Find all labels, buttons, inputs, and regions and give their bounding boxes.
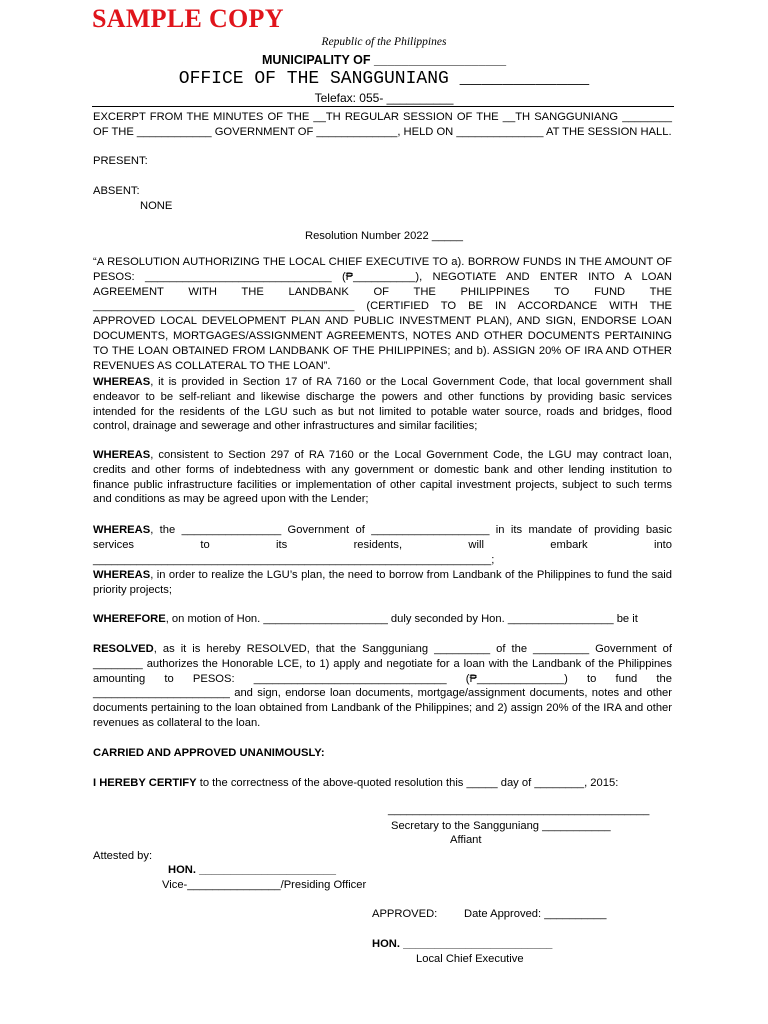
whereas-4-text: , in order to realize the LGU’s plan, the need to borrow from Landbank of the Philippines to fund the said priority projects; <box>93 569 672 596</box>
wherefore <box>93 612 672 627</box>
excerpt-paragraph: EXCERPT FROM THE MINUTES OF THE __TH REGULAR SESSION OF THE __TH SANGGUNIANG ________ OF THE ____________ GOVERNMENT OF _____________, HELD ON ______________ AT THE SESSION HALL. <box>93 111 672 138</box>
date-approved: Date Approved: __________ <box>464 908 607 920</box>
carried-approved <box>93 746 672 761</box>
absent-value: NONE <box>140 200 173 212</box>
wherefore-text: , on motion of Hon. ____________________ duly seconded by Hon. _________________ be it <box>165 613 638 625</box>
whereas-2-text: , consistent to Section 297 of RA 7160 or the Local Government Code, the LGU may contract loan, credits and other forms of indebtedness with any government or domestic bank and other lending institution to finance public infrastructure facilities or implementation of other capital investment projects, subject to such terms and conditions as may be agreed upon with the Lender; <box>93 449 672 506</box>
vice-presiding: Vice-_______________/Presiding Officer <box>162 879 367 891</box>
sample-copy-watermark: SAMPLE COPY <box>92 4 284 33</box>
office-heading: OFFICE OF THE SANGGUNIANG ____________ <box>178 69 590 89</box>
whereas-3-text: , the ________________ Government of ___________________ in its mandate of providing basic services to its residents, will embark into ________________________________________________________________; <box>93 524 672 566</box>
whereas-1-text: , it is provided in Section 17 of RA 7160 or the Local Government Code, that local government shall endeavor to be self-reliant and likewise discharge the powers and other functions by providing basic services intended for the residents of the LGU such as but not limited to potable water source, roads and bridges, flood control, drainage and sewerage and other infrastructures and similar facilities; <box>93 376 672 433</box>
resolved-text: , as it is hereby RESOLVED, that the Sangguniang _________ of the _________ Government of ________ authorizes the Honorable LCE, to 1) apply and negotiate for a loan with the Landbank of the Philippines amounting to PESOS: _______________________________ (₱______________) to fund the ______________________ and sign, endorse loan documents, mortgage/assignment documents, notes and other documents pertaining to the loan obtained from Landbank of the Philippines; and 2) assign 20% of the IRA and other revenues as collateral to the loan. <box>93 643 672 729</box>
whereas-2 <box>93 448 672 507</box>
lce-label: Local Chief Executive <box>416 953 524 965</box>
attested-hon: HON. ______________________ <box>168 864 336 876</box>
whereas-1-lead: WHEREAS <box>93 376 151 388</box>
secretary-label: Secretary to the Sangguniang ___________ <box>391 820 611 832</box>
header-divider <box>92 106 674 107</box>
whereas-4-lead: WHEREAS <box>93 569 151 581</box>
absent-label: ABSENT: <box>93 185 140 197</box>
whereas-4 <box>93 568 672 598</box>
resolution-number: Resolution Number 2022 _____ <box>305 230 463 242</box>
resolution-title: “A RESOLUTION AUTHORIZING THE LOCAL CHIEF EXECUTIVE TO a). BORROW FUNDS IN THE AMOUNT OF PESOS: ______________________________ (₱__________), NEGOTIATE AND ENTER INTO A LOAN AGREEMENT WITH THE LANDBANK OF THE PHILIPPINES TO FUND THE __________________________________________ (CERTIFIED TO BE IN ACCORDANCE WITH THE APPROVED LOCAL DEVELOPMENT PLAN AND PUBLIC INVESTMENT PLAN), AND SIGN, ENDORSE LOAN DOCUMENTS, MORTGAGES/ASSIGNMENT AGREEMENTS, NOTES AND OTHER DOCUMENTS PERTAINING TO THE LOAN OBTAINED FROM LANDBANK OF THE PHILIPPINES; and b). ASSIGN 20% OF IRA AND OTHER REVENUES AS COLLATERAL TO THE LOAN”. <box>93 256 672 372</box>
attested-label: Attested by: <box>93 850 153 862</box>
lce-hon: HON. ________________________ <box>372 938 553 950</box>
municipality-heading: MUNICIPALITY OF ___________________ <box>261 53 507 67</box>
certify-lead: I HEREBY CERTIFY <box>93 777 197 789</box>
carried-text: CARRIED AND APPROVED UNANIMOUSLY: <box>93 747 325 759</box>
whereas-3 <box>93 523 672 567</box>
affiant-label: Affiant <box>450 834 482 846</box>
certify-text: to the correctness of the above-quoted resolution this _____ day of ________, 2015: <box>196 777 619 789</box>
wherefore-lead: WHEREFORE <box>93 613 166 625</box>
whereas-3-lead: WHEREAS <box>93 524 151 536</box>
approved-label: APPROVED: <box>372 908 438 920</box>
resolved-lead: RESOLVED <box>93 643 154 655</box>
resolved <box>93 642 672 731</box>
republic-heading: Republic of the Philippines <box>321 36 447 48</box>
whereas-2-lead: WHEREAS <box>93 449 151 461</box>
telefax-line: Telefax: 055- __________ <box>314 91 454 105</box>
present-label: PRESENT: <box>93 155 148 167</box>
certify <box>93 776 672 791</box>
signature-line: __________________________________________ <box>388 804 650 816</box>
whereas-1 <box>93 375 672 434</box>
